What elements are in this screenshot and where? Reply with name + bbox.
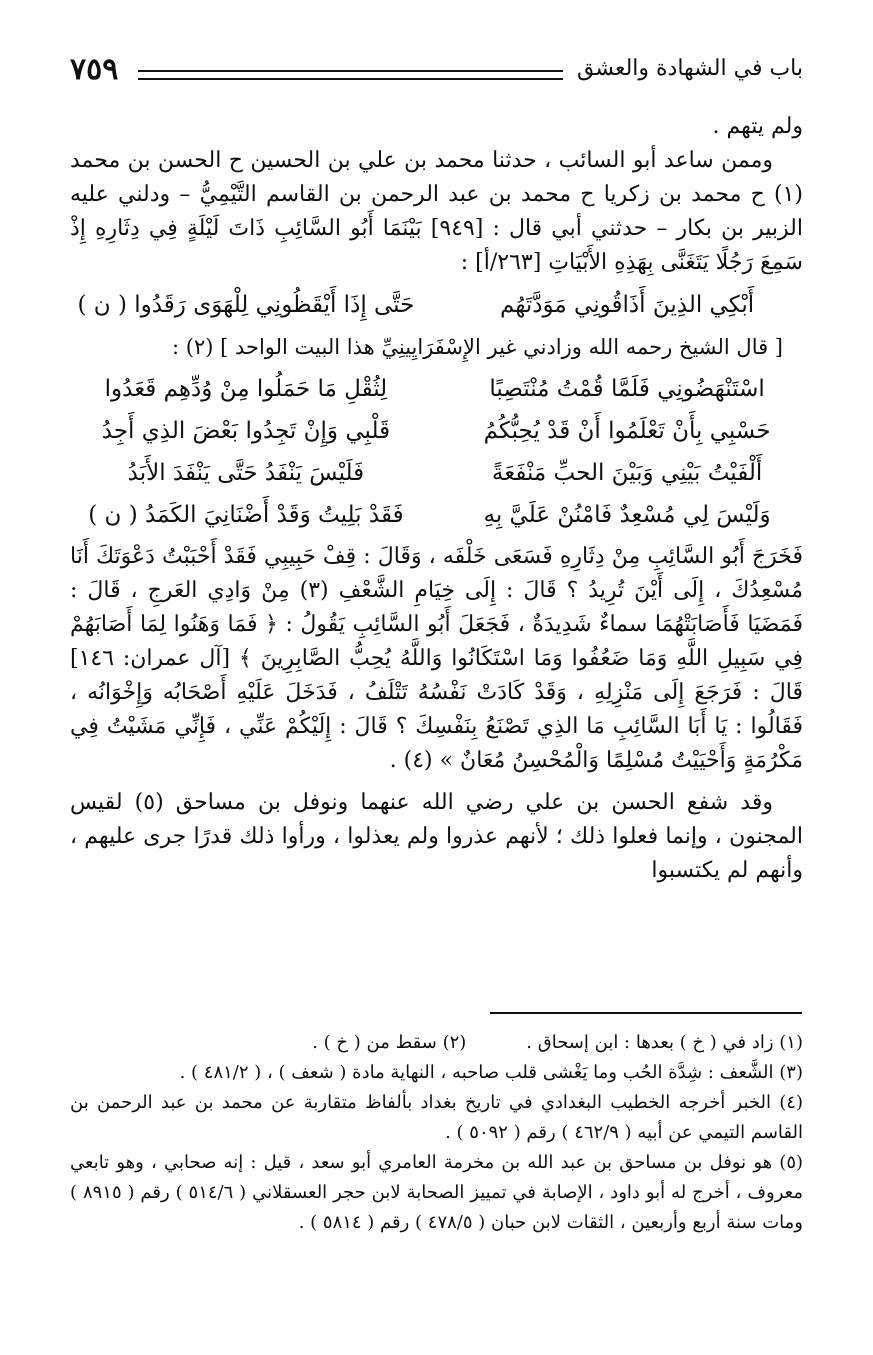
page-header — [70, 52, 803, 92]
verse-4-first-hemistich: أَلْفَيْتُ بَيْنِي وَبَيْنَ الحبِّ مَنْفَعَةً — [491, 460, 763, 486]
chapter-title: باب في الشهادة والعشق — [576, 56, 803, 81]
verse-1-second-hemistich: حَتَّى إِذَا أَيْقَظُونِي لِلْهَوَى رَقَدُوا ( ن ) — [77, 292, 415, 318]
verse-3-second-hemistich: قَلْبِي وَإِنْ تَجِدُوا بَعْضَ الذِي أَجِدُ — [101, 418, 391, 444]
verse-4 — [70, 452, 803, 494]
footnote-5: (٥) هو نوفل بن مساحق بن عبد الله بن مخرمة العامري أبو سعد ، قيل : إنه صحابي ، وهو تابعي معروف ، أخرج له أبو داود ، الإصابة في تمييز الصحابة لابن حجر العسقلاني ( ٥١٤/٦ ) رقم ( ٨٩١٥ ) ومات سنة أربع وأربعين ، الثقات لابن حبان ( ٤٧٨/٥ ) رقم ( ٥٨١٤ ) . — [70, 1152, 804, 1233]
footnote-row-1 — [70, 1028, 803, 1058]
paragraph-2: وممن ساعد أبو السائب ، حدثنا محمد بن علي بن الحسين ح الحسن بن محمد (١) ح محمد بن زكريا ح محمد بن عبد الرحمن بن القاسم التَّيْمِيُّ – ودلني عليه الزبير بن بكار – حدثني أبي قال : [٩٤٩] بَيْنَمَا أَبُو السَّائِبِ ذَاتَ لَيْلَةٍ فِي دِثَارِهِ إِذْ سَمِعَ رَجُلًا يَتَغَنَّى بِهَذِهِ الأَبْيَاتِ [٢٦٣/أ] : — [70, 148, 803, 275]
footnote-separator — [490, 1012, 802, 1014]
footnote-4: (٤) الخبر أخرجه الخطيب البغدادي في تاريخ بغداد بألفاظ متقاربة عن محمد بن عبد الرحمن بن القاسم التيمي عن أبيه ( ٤٦٢/٩ ) رقم ( ٥٠٩٢ ) . — [70, 1092, 803, 1143]
footnote-1: (١) زاد في ( خ ) بعدها : ابن إسحاق . — [526, 1032, 803, 1053]
verse-2-second-hemistich: لِثُقْلِ مَا حَمَلُوا مِنْ وُدِّهِم قَعَدُوا — [104, 376, 388, 402]
verse-2 — [70, 368, 803, 410]
verse-4-second-hemistich: فَلَيْسَ يَنْفَدُ حَتَّى يَنْفَدَ الأَبَدُ — [127, 460, 365, 486]
paragraph-3: فَخَرَجَ أَبُو السَّائِبِ مِنْ دِثَارِهِ فَسَعَى خَلْفَه ، وَقَالَ : قِفْ حَبِيبِي فَقَدْ أَحْبَبْتُ دَعْوَتَكَ أَنَا مُسْعِدُكَ ، إِلَى أَيْنَ تُرِيدُ ؟ قَالَ : إِلَى خِيَامِ الشَّعْفِ (٣) مِنْ وَادِي العَرجِ ، قَالَ : فَمَضَيَا فَأَصَابَتْهُمَا سماءٌ شَدِيدَةٌ ، فَجَعَلَ أَبُو السَّائِبِ يَقُولُ : ﴿ فَمَا وَهَنُوا لِمَا أَصَابَهُمْ فِي سَبِيلِ اللَّهِ وَمَا ضَعُفُوا وَمَا اسْتَكَانُوا وَاللَّهُ يُحِبُّ الصَّابِرِينَ ﴾ [آل عمران: ١٤٦] قَالَ : فَرَجَعَ إِلَى مَنْزِلِهِ ، وَقَدْ كَادَتْ نَفْسُهُ تَتْلَفُ ، فَدَخَلَ عَلَيْهِ أَصْحَابُه وَإِخْوَانُه ، فَقَالُوا : يَا أَبَا السَّائِبِ مَا الذِي تَصْنَعُ بِنَفْسِكَ ؟ قَالَ : إِلَيْكُمْ عَنِّي ، فَإِنِّي مَشَيْتُ فِي مَكْرُمَةٍ وَأَحْيَيْتُ مُسْلِمًا وَالْمُحْسِنُ مُعَانٌ » (٤) . — [70, 544, 803, 773]
paragraph-1: ولم يتهم . — [712, 114, 803, 139]
verse-3-first-hemistich: حَسْبِي بِأَنْ تَعْلَمُوا أَنْ قَدْ يُحِبُّكُمُ — [483, 418, 771, 444]
verse-2-first-hemistich: اسْتَنْهَضُونِي فَلَمَّا قُمْتُ مُنْتَصِبًا — [489, 376, 765, 402]
editor-note: [ قال الشيخ رحمه الله وزادني غير الإِسْفَرَايِينِيِّ هذا البيت الواحد ] (٢) : — [171, 335, 783, 359]
page-number: ٧٥٩ — [70, 52, 119, 87]
main-text — [70, 110, 803, 888]
footnote-3: (٣) الشَّعف : شِدَّة الحُب وما يَغْشى قلب صاحبه ، النهاية مادة ( شعف ) ، ( ٤٨١/٢ ) . — [179, 1062, 803, 1083]
poem-1 — [70, 284, 803, 326]
verse-5-first-hemistich: وَلَيْسَ لِي مُسْعِدٌ فَامْنُنْ عَلَيَّ بِهِ — [483, 502, 771, 528]
verse-3 — [70, 410, 803, 452]
poem-2 — [70, 368, 803, 536]
verse-5-second-hemistich: فَقَدْ بَلِيتُ وَقَدْ أَضْنَانِيَ الكَمَدُ ( ن ) — [88, 502, 404, 528]
header-rule — [138, 70, 563, 80]
verse-5 — [70, 494, 803, 536]
footnote-2: (٢) سقط من ( خ ) . — [312, 1032, 467, 1053]
verse-1 — [70, 284, 803, 326]
verse-1-first-hemistich: أَبْكِي الذِينَ أَذَاقُونِي مَوَدَّتَهُم — [499, 292, 755, 318]
paragraph-4: وقد شفع الحسن بن علي رضي الله عنهما ونوفل بن مساحق (٥) لقيس المجنون ، وإنما فعلوا ذلك ؛ لأنهم عذروا ولم يعذلوا ، ورأوا ذلك قدرًا جرى عليهم ، وأنهم لم يكتسبوا — [70, 790, 803, 883]
footnotes — [70, 1028, 803, 1238]
